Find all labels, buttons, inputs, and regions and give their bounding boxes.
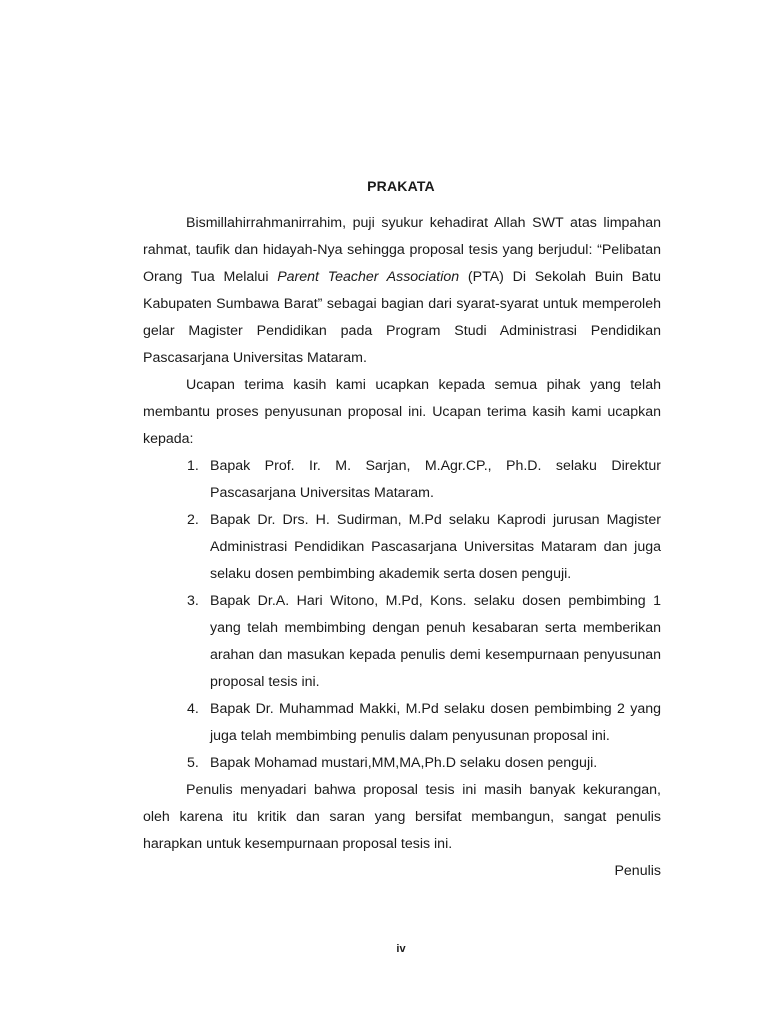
list-item-text: Bapak Dr. Muhammad Makki, M.Pd selaku dosen pembimbing 2 yang juga telah membimbing penulis dalam penyusunan proposal ini.	[210, 701, 661, 744]
list-item-number: 2.	[187, 512, 199, 528]
list-item	[143, 507, 661, 588]
paragraph-opening-part2: (PTA) Di Sekolah Buin Batu Kabupaten Sumbawa Barat” sebagai bagian dari syarat-syarat untuk memperoleh gelar Magister Pendidikan pada Program Studi Administrasi Pendidikan Pascasarjana Universitas Mataram.	[143, 269, 661, 366]
list-item	[143, 696, 661, 750]
list-item	[143, 750, 661, 777]
list-item-number: 5.	[187, 755, 199, 771]
list-item-text: Bapak Dr.A. Hari Witono, M.Pd, Kons. selaku dosen pembimbing 1 yang telah membimbing dengan penuh kesabaran serta memberikan arahan dan masukan kepada penulis demi kesempurnaan penyusunan proposal tesis ini.	[210, 593, 661, 690]
list-item	[143, 588, 661, 696]
paragraph-thanks: Ucapan terima kasih kami ucapkan kepada semua pihak yang telah membantu proses penyusunan proposal ini. Ucapan terima kasih kami ucapkan kepada:	[143, 377, 661, 447]
list-item-text: Bapak Mohamad mustari,MM,MA,Ph.D selaku dosen penguji.	[210, 755, 598, 771]
paragraph-closing: Penulis menyadari bahwa proposal tesis ini masih banyak kekurangan, oleh karena itu kritik dan saran yang bersifat membangun, sangat penulis harapkan untuk kesempurnaan proposal tesis ini.	[143, 782, 661, 852]
list-item-number: 4.	[187, 701, 199, 717]
paragraph-opening-italic: Parent Teacher Association	[277, 269, 460, 285]
list-item	[143, 453, 661, 507]
paragraph-opening	[143, 210, 661, 372]
page-title: PRAKATA	[367, 178, 435, 194]
paragraph-opening-part1: Bismillahirrahmanirrahim, puji syukur kehadirat Allah SWT atas limpahan rahmat, taufik dan hidayah-Nya sehingga proposal tesis yang berjudul: “Pelibatan Orang Tua Melalui	[143, 215, 661, 285]
signoff: Penulis	[614, 863, 661, 879]
acknowledgement-list	[143, 453, 661, 777]
page-number: iv	[396, 943, 406, 955]
document-body	[143, 210, 661, 885]
list-item-text: Bapak Dr. Drs. H. Sudirman, M.Pd selaku Kaprodi jurusan Magister Administrasi Pendidikan Pascasarjana Universitas Mataram dan juga selaku dosen pembimbing akademik serta dosen penguji.	[210, 512, 661, 582]
list-item-text: Bapak Prof. Ir. M. Sarjan, M.Agr.CP., Ph.D. selaku Direktur Pascasarjana Universitas Mataram.	[210, 458, 661, 501]
list-item-number: 3.	[187, 593, 199, 609]
list-item-number: 1.	[187, 458, 199, 474]
